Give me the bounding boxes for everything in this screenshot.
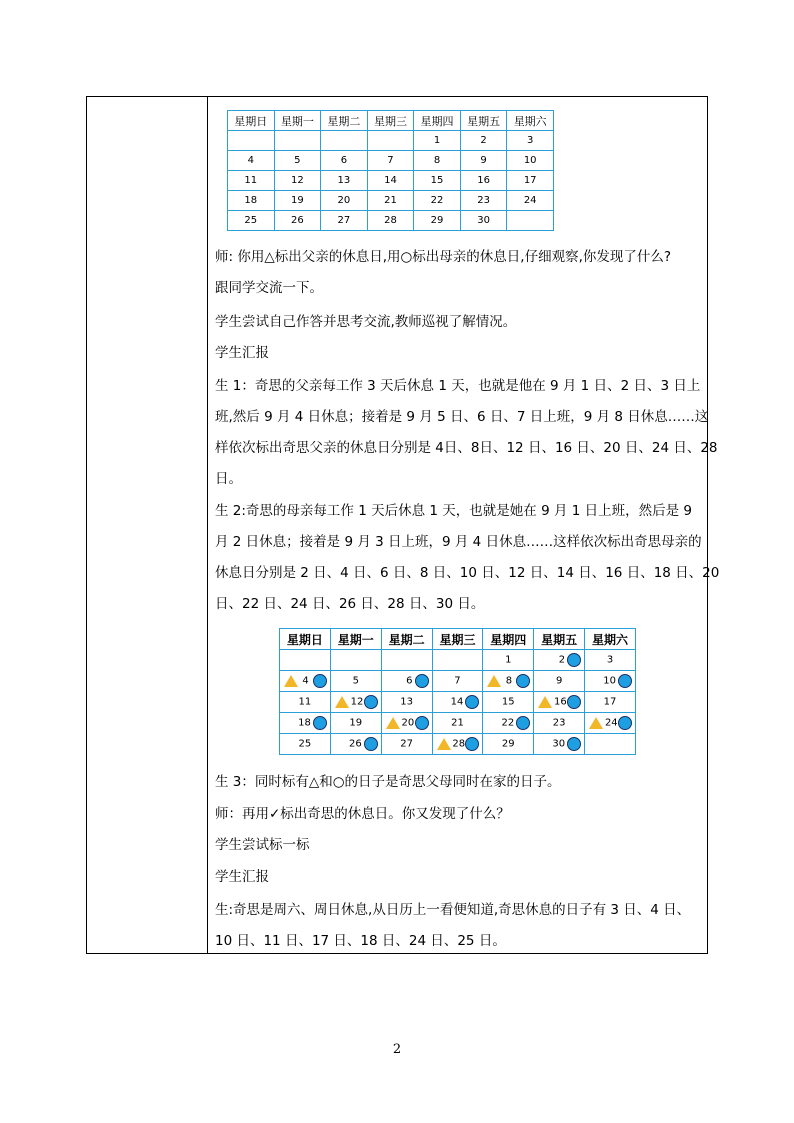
calendar-day-cell bbox=[280, 734, 331, 755]
calendar-day-cell: 11 bbox=[228, 171, 275, 191]
calendar-day-cell: 30 bbox=[460, 211, 507, 231]
day-number: 2 bbox=[558, 654, 566, 666]
calendar-day-cell: 27 bbox=[321, 211, 368, 231]
triangle-father-rest-icon bbox=[386, 717, 400, 729]
calendar-header-row bbox=[280, 629, 636, 650]
calendar-day-cell bbox=[330, 650, 381, 671]
day-number: 26 bbox=[348, 738, 362, 750]
day-number: 24 bbox=[604, 717, 618, 729]
calendar-day-cell: 14 bbox=[367, 171, 414, 191]
day-number: 8 bbox=[505, 675, 513, 687]
student1-answer-line-3: 样依次标出奇思父亲的休息日分别是 4日、8日、12 日、16 日、20 日、24 日、28 bbox=[215, 440, 718, 456]
circle-mother-rest-icon bbox=[516, 716, 530, 730]
day-number: 17 bbox=[603, 696, 617, 708]
circle-mother-rest-icon bbox=[618, 716, 632, 730]
triangle-father-rest-icon bbox=[487, 675, 501, 687]
calendar-day-cell bbox=[280, 713, 331, 734]
day-cell-content bbox=[331, 734, 381, 754]
day-number: 23 bbox=[552, 717, 566, 729]
day-cell-content bbox=[534, 692, 584, 712]
day-number: 29 bbox=[501, 738, 515, 750]
student2-answer-line-1: 生 2:奇思的母亲每工作 1 天后休息 1 天，也就是她在 9 月 1 日上班，然后是 9 bbox=[215, 503, 692, 519]
day-cell-content bbox=[382, 650, 432, 670]
weekday-header: 星期五 bbox=[460, 111, 507, 131]
day-cell-content bbox=[483, 692, 533, 712]
triangle-father-rest-icon bbox=[437, 738, 451, 750]
calendar-day-cell: 21 bbox=[367, 191, 414, 211]
day-cell-content bbox=[331, 671, 381, 691]
day-cell-content bbox=[585, 650, 635, 670]
student1-answer-line-4: 日。 bbox=[215, 471, 242, 487]
calendar-day-cell bbox=[432, 692, 483, 713]
day-cell-content bbox=[433, 692, 483, 712]
day-cell-content bbox=[382, 713, 432, 733]
calendar-day-cell bbox=[585, 692, 636, 713]
calendar-day-cell: 29 bbox=[414, 211, 461, 231]
circle-mother-rest-icon bbox=[364, 737, 378, 751]
student2-answer-line-3: 休息日分别是 2 日、4 日、6 日、8 日、10 日、12 日、14 日、16 日、18 日、20 bbox=[215, 565, 720, 581]
calendar-day-cell bbox=[381, 671, 432, 692]
weekday-header: 星期六 bbox=[507, 111, 554, 131]
weekday-header: 星期二 bbox=[381, 629, 432, 650]
calendar-day-cell bbox=[330, 713, 381, 734]
day-cell-content bbox=[585, 713, 635, 733]
day-cell-content bbox=[483, 671, 533, 691]
day-cell-content bbox=[382, 671, 432, 691]
weekday-header: 星期五 bbox=[534, 629, 585, 650]
calendar-table-plain bbox=[227, 110, 554, 231]
day-number: 6 bbox=[406, 675, 413, 687]
calendar-day-cell: 4 bbox=[228, 151, 275, 171]
day-cell-content bbox=[382, 692, 432, 712]
weekday-header: 星期四 bbox=[414, 111, 461, 131]
calendar-day-cell: 9 bbox=[460, 151, 507, 171]
triangle-father-rest-icon bbox=[284, 675, 298, 687]
day-cell-content bbox=[280, 713, 330, 733]
day-number: 21 bbox=[451, 717, 464, 729]
calendar-day-cell bbox=[330, 734, 381, 755]
calendar-day-cell: 18 bbox=[228, 191, 275, 211]
calendar-day-cell bbox=[381, 713, 432, 734]
day-number: 16 bbox=[554, 696, 567, 708]
calendar-header-row bbox=[228, 111, 554, 131]
day-number: 28 bbox=[452, 738, 466, 750]
calendar-day-cell bbox=[483, 671, 534, 692]
day-cell-content bbox=[585, 692, 635, 712]
student-report-label: 学生汇报 bbox=[215, 345, 269, 361]
triangle-father-rest-icon bbox=[335, 696, 349, 708]
calendar-day-cell bbox=[483, 734, 534, 755]
calendar-week-row bbox=[228, 191, 554, 211]
day-cell-content bbox=[433, 734, 483, 754]
day-cell-content bbox=[483, 713, 533, 733]
day-cell-content bbox=[534, 734, 584, 754]
calendar-day-cell: 10 bbox=[507, 151, 554, 171]
calendar-day-cell: 13 bbox=[321, 171, 368, 191]
day-number: 4 bbox=[302, 675, 309, 687]
day-cell-content bbox=[433, 671, 483, 691]
calendar-week-row bbox=[228, 171, 554, 191]
calendar-day-cell bbox=[585, 650, 636, 671]
day-cell-content bbox=[280, 734, 330, 754]
calendar-day-cell: 17 bbox=[507, 171, 554, 191]
calendar-day-cell bbox=[483, 650, 534, 671]
day-number: 13 bbox=[400, 696, 413, 708]
calendar-day-cell: 5 bbox=[274, 151, 321, 171]
day-number: 18 bbox=[298, 717, 311, 729]
day-number: 5 bbox=[352, 675, 359, 687]
weekday-header: 星期日 bbox=[228, 111, 275, 131]
calendar-day-cell: 12 bbox=[274, 171, 321, 191]
calendar-day-cell: 26 bbox=[274, 211, 321, 231]
day-cell-content bbox=[433, 650, 483, 670]
calendar-day-cell: 2 bbox=[460, 131, 507, 151]
day-cell-content bbox=[483, 734, 533, 754]
calendar-table-marked bbox=[279, 628, 636, 755]
weekday-header: 星期四 bbox=[483, 629, 534, 650]
triangle-father-rest-icon bbox=[589, 717, 603, 729]
calendar-day-cell bbox=[432, 713, 483, 734]
weekday-header: 星期一 bbox=[274, 111, 321, 131]
day-number: 12 bbox=[350, 696, 364, 708]
calendar-day-cell bbox=[367, 131, 414, 151]
calendar-day-cell: 7 bbox=[367, 151, 414, 171]
calendar-day-cell: 20 bbox=[321, 191, 368, 211]
calendar-day-cell bbox=[534, 650, 585, 671]
calendar-week-row bbox=[280, 692, 636, 713]
teacher-question-line-1: 师: 你用△标出父亲的休息日,用○标出母亲的休息日,仔细观察,你发现了什么? bbox=[215, 249, 672, 265]
circle-mother-rest-icon bbox=[567, 653, 581, 667]
day-number: 3 bbox=[606, 654, 614, 666]
weekday-header: 星期二 bbox=[321, 111, 368, 131]
student-try-label: 学生尝试标一标 bbox=[215, 837, 310, 853]
day-cell-content bbox=[483, 650, 533, 670]
day-number: 19 bbox=[349, 717, 363, 729]
calendar-day-cell bbox=[280, 650, 331, 671]
weekday-header: 星期三 bbox=[432, 629, 483, 650]
student1-answer-line-1: 生 1：奇思的父亲每工作 3 天后休息 1 天，也就是他在 9 月 1 日、2 日、3 日上 bbox=[215, 378, 701, 394]
weekday-header: 星期一 bbox=[330, 629, 381, 650]
calendar-day-cell bbox=[280, 692, 331, 713]
day-cell-content bbox=[280, 671, 330, 691]
calendar-day-cell bbox=[585, 713, 636, 734]
calendar-day-cell bbox=[585, 734, 636, 755]
calendar-week-row bbox=[228, 151, 554, 171]
calendar-day-cell bbox=[274, 131, 321, 151]
calendar-day-cell bbox=[381, 734, 432, 755]
circle-mother-rest-icon bbox=[364, 695, 378, 709]
student-final-answer-line-2: 10 日、11 日、17 日、18 日、24 日、25 日。 bbox=[215, 933, 506, 949]
weekday-header: 星期日 bbox=[280, 629, 331, 650]
teacher-question-line-2: 跟同学交流一下。 bbox=[215, 280, 323, 296]
calendar-week-row bbox=[228, 211, 554, 231]
calendar-day-cell bbox=[381, 650, 432, 671]
calendar-day-cell bbox=[534, 692, 585, 713]
day-cell-content bbox=[534, 671, 584, 691]
calendar-day-cell: 8 bbox=[414, 151, 461, 171]
student-final-answer-line-1: 生:奇思是周六、周日休息,从日历上一看便知道,奇思休息的日子有 3 日、4 日、 bbox=[215, 902, 691, 918]
student2-answer-line-4: 日、22 日、24 日、26 日、28 日、30 日。 bbox=[215, 596, 485, 612]
calendar-day-cell bbox=[534, 671, 585, 692]
calendar-day-cell bbox=[585, 671, 636, 692]
calendar-week-row bbox=[280, 734, 636, 755]
day-cell-content bbox=[382, 734, 432, 754]
circle-mother-rest-icon bbox=[465, 737, 479, 751]
calendar-day-cell bbox=[330, 692, 381, 713]
calendar-day-cell: 22 bbox=[414, 191, 461, 211]
day-cell-content bbox=[534, 713, 584, 733]
circle-mother-rest-icon bbox=[415, 674, 429, 688]
day-number: 9 bbox=[555, 675, 563, 687]
student-report-label-2: 学生汇报 bbox=[215, 869, 269, 885]
day-number: 22 bbox=[501, 717, 515, 729]
column-divider bbox=[207, 97, 208, 953]
day-cell-content bbox=[433, 713, 483, 733]
day-cell-content bbox=[585, 671, 635, 691]
day-cell-content bbox=[331, 713, 381, 733]
day-number: 7 bbox=[454, 675, 461, 687]
calendar-day-cell bbox=[321, 131, 368, 151]
calendar-day-cell bbox=[534, 713, 585, 734]
calendar-week-row bbox=[228, 131, 554, 151]
day-number: 14 bbox=[450, 696, 464, 708]
page-number: 2 bbox=[392, 1042, 402, 1057]
circle-mother-rest-icon bbox=[465, 695, 479, 709]
day-number: 15 bbox=[501, 696, 515, 708]
day-cell-content bbox=[534, 650, 584, 670]
day-number: 1 bbox=[505, 654, 512, 666]
calendar-day-cell: 24 bbox=[507, 191, 554, 211]
calendar-day-cell: 25 bbox=[228, 211, 275, 231]
calendar-day-cell: 1 bbox=[414, 131, 461, 151]
student-activity-text: 学生尝试自己作答并思考交流,教师巡视了解情况。 bbox=[215, 314, 517, 330]
circle-mother-rest-icon bbox=[415, 716, 429, 730]
circle-mother-rest-icon bbox=[516, 674, 530, 688]
day-cell-content bbox=[280, 692, 330, 712]
calendar-day-cell: 23 bbox=[460, 191, 507, 211]
circle-mother-rest-icon bbox=[313, 716, 327, 730]
day-cell-content bbox=[331, 650, 381, 670]
day-number: 27 bbox=[400, 738, 413, 750]
calendar-day-cell bbox=[432, 671, 483, 692]
calendar-day-cell bbox=[432, 650, 483, 671]
day-number: 11 bbox=[298, 696, 312, 708]
calendar-day-cell: 15 bbox=[414, 171, 461, 191]
day-number: 25 bbox=[298, 738, 312, 750]
calendar-day-cell bbox=[507, 211, 554, 231]
circle-mother-rest-icon bbox=[313, 674, 327, 688]
calendar-day-cell: 28 bbox=[367, 211, 414, 231]
calendar-week-row bbox=[280, 650, 636, 671]
teacher-followup: 师：再用✓标出奇思的休息日。你又发现了什么？ bbox=[215, 806, 510, 822]
student1-answer-line-2: 班,然后 9 月 4 日休息；接着是 9 月 5 日、6 日、7 日上班，9 月 8 日休息……这 bbox=[215, 409, 709, 425]
day-cell-content bbox=[585, 734, 635, 754]
calendar-day-cell bbox=[280, 671, 331, 692]
calendar-day-cell bbox=[381, 692, 432, 713]
student3-answer: 生 3：同时标有△和○的日子是奇思父母同时在家的日子。 bbox=[215, 774, 561, 790]
calendar-day-cell bbox=[330, 671, 381, 692]
calendar-day-cell bbox=[534, 734, 585, 755]
circle-mother-rest-icon bbox=[567, 737, 581, 751]
day-cell-content bbox=[331, 692, 381, 712]
calendar-week-row bbox=[280, 671, 636, 692]
weekday-header: 星期六 bbox=[585, 629, 636, 650]
triangle-father-rest-icon bbox=[538, 696, 552, 708]
day-cell-content bbox=[280, 650, 330, 670]
day-number: 30 bbox=[552, 738, 566, 750]
circle-mother-rest-icon bbox=[618, 674, 632, 688]
calendar-day-cell: 19 bbox=[274, 191, 321, 211]
weekday-header: 星期三 bbox=[367, 111, 414, 131]
calendar-day-cell: 3 bbox=[507, 131, 554, 151]
calendar-day-cell bbox=[483, 692, 534, 713]
day-number: 20 bbox=[401, 717, 415, 729]
calendar-day-cell: 6 bbox=[321, 151, 368, 171]
calendar-week-row bbox=[280, 713, 636, 734]
calendar-day-cell bbox=[228, 131, 275, 151]
calendar-day-cell bbox=[483, 713, 534, 734]
student2-answer-line-2: 月 2 日休息；接着是 9 月 3 日上班，9 月 4 日休息……这样依次标出奇思母亲的 bbox=[215, 534, 702, 550]
day-number: 10 bbox=[603, 675, 616, 687]
circle-mother-rest-icon bbox=[567, 695, 581, 709]
calendar-day-cell: 16 bbox=[460, 171, 507, 191]
calendar-day-cell bbox=[432, 734, 483, 755]
